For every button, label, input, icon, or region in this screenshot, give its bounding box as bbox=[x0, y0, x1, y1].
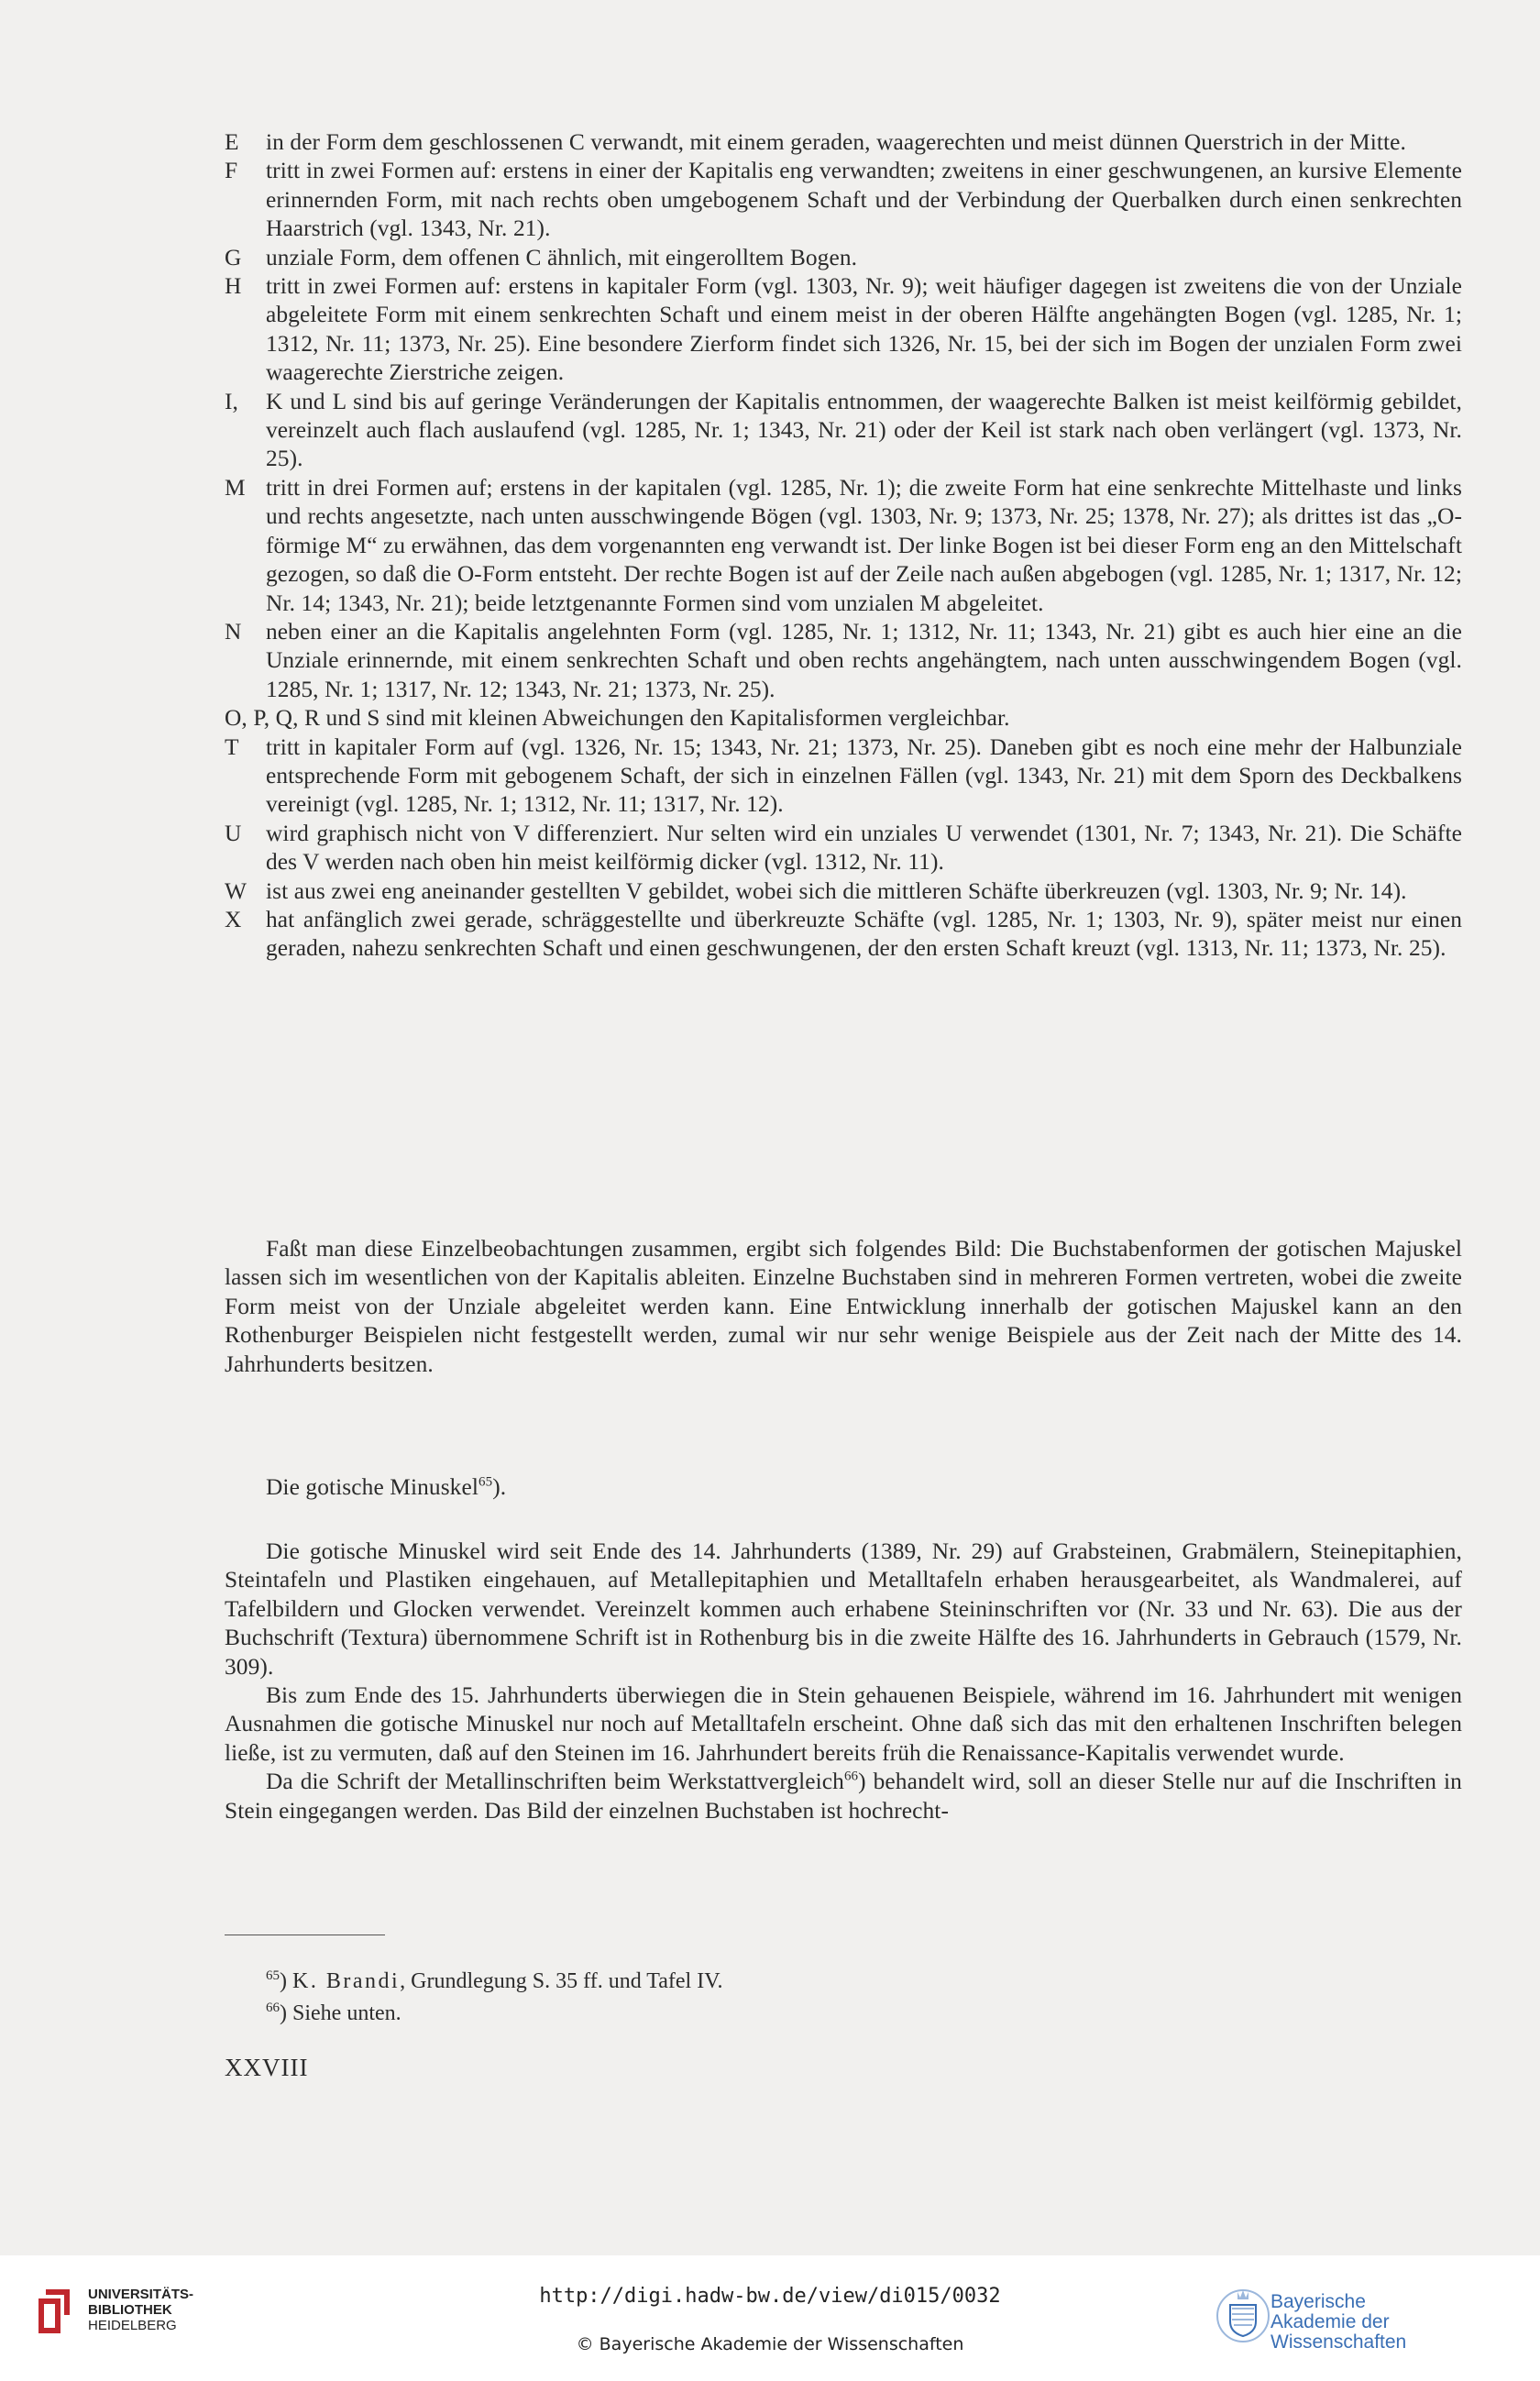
entry-text: ist aus zwei eng aneinander gestellten V gebildet, wobei sich die mittleren Schäfte überkreuzen (vgl. 1303, Nr. 9; Nr. 14). bbox=[266, 877, 1407, 904]
entry-key: F bbox=[225, 158, 238, 184]
entry-f bbox=[225, 157, 1462, 243]
entry-key: G bbox=[225, 244, 242, 270]
viewer-footer bbox=[0, 2255, 1540, 2381]
footnote-ref-65[interactable]: 65 bbox=[478, 1474, 493, 1490]
entry-text: unziale Form, dem offenen C ähnlich, mit eingerolltem Bogen. bbox=[266, 244, 858, 270]
ub-line: BIBLIOTHEK bbox=[88, 2302, 172, 2318]
footnote-mark: 66 bbox=[266, 2001, 280, 2015]
footnote-text: , Grundlegung S. 35 ff. und Tafel IV. bbox=[400, 1969, 723, 1993]
entry-text: wird graphisch nicht von V differenziert. Nur selten wird ein unziales U verwendet (1301, Nr. 7; 1343, Nr. 21). Die Schäfte des V werden nach oben hin meist keilförmig dicker (vgl. 1312, Nr. 11). bbox=[266, 820, 1462, 876]
footnote-mark: 65 bbox=[266, 1968, 280, 1983]
footnote-65: $^{65}$) K. Brandi, Grundlegung S. 35 ff. und Tafel IV. bbox=[266, 1968, 723, 1993]
entry-key: H bbox=[225, 273, 242, 300]
entry-x bbox=[225, 906, 1462, 964]
entry-key: U bbox=[225, 820, 242, 846]
entry-o-s bbox=[225, 704, 1462, 733]
footnote-ref-66[interactable]: 66 bbox=[843, 1769, 859, 1784]
entry-i bbox=[225, 388, 1462, 474]
entry-text: tritt in kapitaler Form auf (vgl. 1326, Nr. 15; 1343, Nr. 21; 1373, Nr. 25). Daneben gibt es noch eine mehr der Halbunziale entsprechende Form mit gebogenem Schaft, der sich in einzelnen Fällen (vgl. 1343, Nr. 21) mit dem Sporn des Deckbalkens vereinigt (vgl. 1285, Nr. 1; 1312, Nr. 11; 1317, Nr. 12). bbox=[266, 733, 1462, 818]
entry-text: O, P, Q, R und S sind mit kleinen Abweichungen den Kapitalisformen vergleichbar. bbox=[225, 705, 1010, 732]
paragraph-text: ) behandelt wird, soll an dieser Stelle nur auf die Inschriften in Stein eingegangen werden. Das Bild der einzelnen Buchstaben ist hochrecht- bbox=[225, 1769, 1462, 1824]
entry-text: tritt in zwei Formen auf: erstens in einer der Kapitalis eng verwandten; zweitens in einer geschwungenen, an kursive Elemente erinnernden Form, mit nach rechts oben umgebogenem Schaft und der Verbindung der Querbalken durch einen senkrechten Haarstrich (vgl. 1343, Nr. 21). bbox=[266, 158, 1462, 242]
footnote-66: $^{66}$) Siehe unten. bbox=[266, 2001, 402, 2025]
entry-text: tritt in zwei Formen auf: erstens in kapitaler Form (vgl. 1303, Nr. 9); weit häufiger dagegen ist zweitens die von der Unziale abgeleitete Form mit einem senkrechten Schaft und einem meist in der oberen Hälfte angehängten Bogen (vgl. 1285, Nr. 1; 1312, Nr. 11; 1373, Nr. 25). Eine besondere Zierform findet sich 1326, Nr. 15, bei der sich im Bogen der unzialen Form zwei waagerechte Zierstriche zeigen. bbox=[266, 273, 1462, 386]
entry-text: hat anfänglich zwei gerade, schräggestellte und überkreuzte Schäfte (vgl. 1285, Nr. 1; 1303, Nr. 9), später meist nur einen geraden, nahezu senkrechten Schaft und einen geschwungenen, der den ersten Schaft kreuzt (vgl. 1313, Nr. 11; 1373, Nr. 25). bbox=[266, 906, 1462, 962]
badw-line: Bayerische bbox=[1270, 2291, 1366, 2312]
entry-text: in der Form dem geschlossenen C verwandt, mit einem geraden, waagerechten und meist dünnen Querstrich in der Mitte. bbox=[266, 129, 1406, 155]
entry-text: neben einer an die Kapitalis angelehnten Form (vgl. 1285, Nr. 1; 1312, Nr. 11; 1343, Nr. 21) gibt es auch hier eine an die Unziale erinnernde, mit einem senkrechten Schaft und oben rechts angehängtem, nach unten ausschwingendem Bogen (vgl. 1285, Nr. 1; 1317, Nr. 12; 1343, Nr. 21; 1373, Nr. 25). bbox=[266, 618, 1462, 702]
entry-t bbox=[225, 733, 1462, 820]
badw-logo[interactable] bbox=[1210, 2281, 1522, 2354]
paragraph-text: Da die Schrift der Metallinschriften beim Werkstattvergleich bbox=[266, 1769, 844, 1795]
ub-line: UNIVERSITÄTS- bbox=[88, 2287, 194, 2302]
entry-key: W bbox=[225, 877, 248, 904]
section-heading-text: Die gotische Minuskel bbox=[266, 1474, 478, 1500]
bavarian-seal-icon bbox=[1210, 2281, 1276, 2347]
entry-key: I, bbox=[225, 388, 239, 414]
entry-key: X bbox=[225, 906, 242, 932]
copyright-notice: © Bayerische Akademie der Wissenschaften bbox=[576, 2334, 964, 2354]
summary-paragraph: Faßt man diese Einzelbeobachtungen zusammen, ergibt sich folgendes Bild: Die Buchstabenformen der gotischen Majuskel lassen sich im wesentlichen von der Kapitalis ableiten. Einzelne Buchstaben sind in mehreren Formen vertreten, wobei die zweite Form meist von der Unziale abgeleitet werden kann. Eine Entwicklung innerhalb der gotischen Majuskel kann an den Rothenburger Beispielen nicht festgestellt werden, zumal wir nur sehr wenige Beispiele aus der Zeit nach der Mitte des 14. Jahrhunderts besitzen. bbox=[225, 1236, 1462, 1377]
entry-key: T bbox=[225, 733, 239, 760]
paragraph bbox=[225, 1768, 1462, 1825]
paragraph: Bis zum Ende des 15. Jahrhunderts überwiegen die in Stein gehauenen Beispiele, während im 16. Jahrhundert mit wenigen Ausnahmen die gotische Minuskel nur noch auf Metalltafeln erscheint. Ohne daß sich das mit den erhaltenen Inschriften belegen ließe, ist zu vermuten, daß auf den Steinen im 16. Jahrhundert bereits früh die Renaissance-Kapitalis verwendet wurde. bbox=[225, 1682, 1462, 1766]
entry-m bbox=[225, 474, 1462, 618]
paragraph: Die gotische Minuskel wird seit Ende des 14. Jahrhunderts (1389, Nr. 29) auf Grabsteinen, Grabmälern, Steinepitaphien, Steintafeln und Plastiken eingehauen, auf Metallepitaphien und Metalltafeln erhaben herausgearbeitet, als Wandmalerei, auf Tafelbildern und Glocken verwendet. Vereinzelt kommen auch erhabene Steininschriften vor (Nr. 33 und Nr. 63). Die aus der Buchschrift (Textura) übernommene Schrift ist in Rothenburg bis in die zweite Hälfte des 16. Jahrhunderts in Gebrauch (1579, Nr. 309). bbox=[225, 1538, 1462, 1680]
entry-n bbox=[225, 618, 1462, 704]
section-heading-close: ). bbox=[492, 1474, 507, 1500]
entry-text: K und L sind bis auf geringe Veränderungen der Kapitalis entnommen, der waagerechte Balken ist meist keilförmig gebildet, vereinzelt auch flach auslaufend (vgl. 1285, Nr. 1; 1343, Nr. 21) oder der Keil ist stark nach oben verlängert (vgl. 1373, Nr. 25). bbox=[266, 388, 1462, 472]
minuskel-paragraphs bbox=[225, 1538, 1462, 1825]
entry-text: tritt in drei Formen auf; erstens in der kapitalen (vgl. 1285, Nr. 1); die zweite Form hat eine senkrechte Mittelhaste und links und rechts angesetzte, nach unten ausschwingende Bögen (vgl. 1303, Nr. 9; 1373, Nr. 25; 1378, Nr. 27); als drittes ist das „O-förmige M“ zu erwähnen, das dem vorgenannten eng verwandt ist. Der linke Bogen ist bei dieser Form eng an den Mittelschaft gezogen, so daß die O-Form entsteht. Der rechte Bogen ist auf der Zeile nach außen abgebogen (vgl. 1285, Nr. 1; 1317, Nr. 12; Nr. 14; 1343, Nr. 21); beide letztgenannte Formen sind vom unzialen M abgeleitet. bbox=[266, 474, 1462, 616]
entry-u bbox=[225, 820, 1462, 877]
entry-key: M bbox=[225, 474, 246, 501]
ub-line: HEIDELBERG bbox=[88, 2318, 177, 2333]
footnote-author: K. Brandi bbox=[292, 1969, 401, 1993]
entry-w bbox=[225, 877, 1462, 906]
entry-e bbox=[225, 128, 1462, 157]
summary-paragraph-block bbox=[225, 1235, 1462, 1379]
entry-h bbox=[225, 272, 1462, 388]
entry-key: E bbox=[225, 129, 239, 155]
footnote-text: Siehe unten. bbox=[292, 2001, 402, 2025]
permalink-url[interactable]: http://digi.hadw-bw.de/view/di015/0032 bbox=[539, 2285, 1001, 2308]
section-heading bbox=[266, 1473, 816, 1502]
entry-key: N bbox=[225, 618, 242, 645]
badw-line: Akademie der Wissenschaften bbox=[1270, 2311, 1407, 2353]
page-number: XXVIII bbox=[225, 2054, 309, 2081]
letter-entries bbox=[225, 128, 1462, 964]
badw-text bbox=[1270, 2292, 1522, 2353]
entry-g bbox=[225, 244, 1462, 272]
